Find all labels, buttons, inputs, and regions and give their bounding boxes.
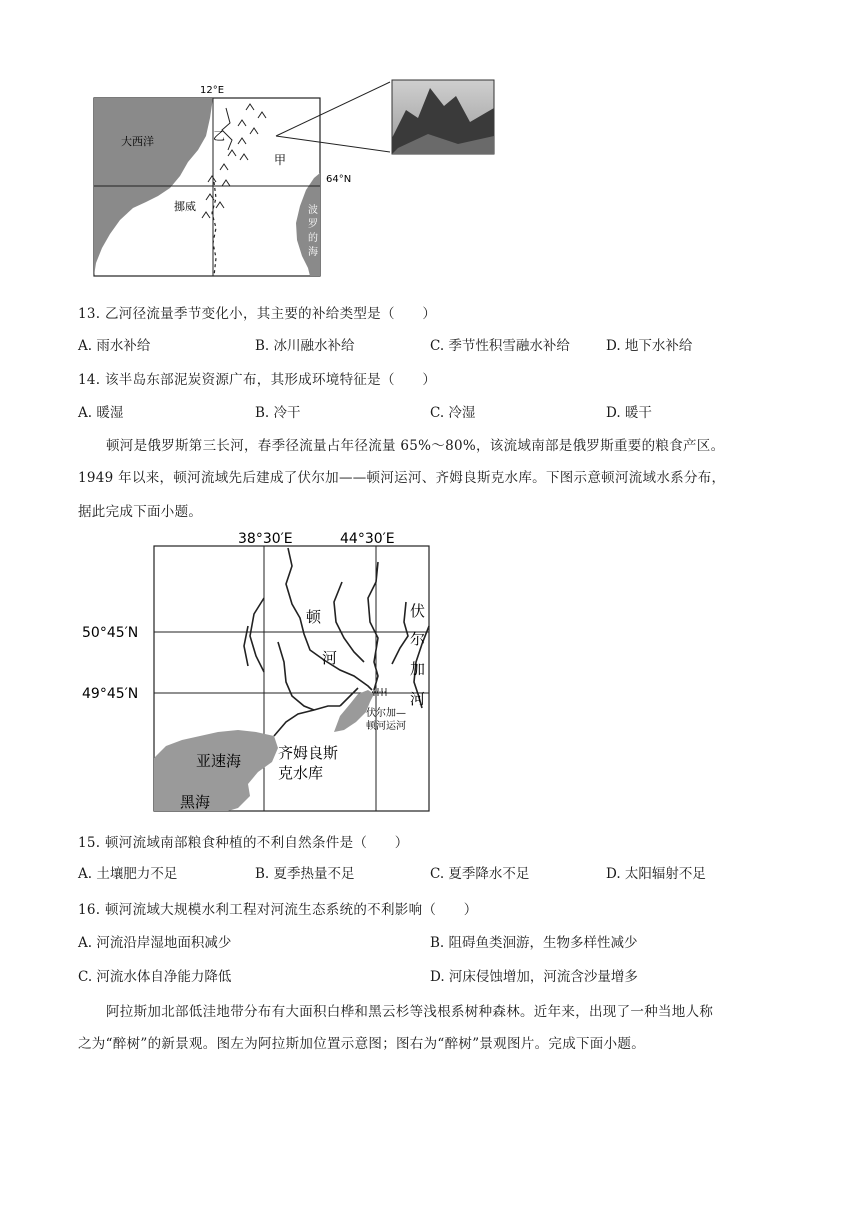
q16-option-a: A. 河流沿岸湿地面积减少 [78,935,232,951]
volga-label-2: 尔 [410,630,426,648]
lon-label-38-30e: 38°30′E [238,531,293,547]
lat-label-50-45n: 50°45′N [82,625,139,641]
q16-option-b: B. 阻碍鱼类洄游，生物多样性减少 [430,935,638,951]
svg-text:的: 的 [308,233,318,244]
q14-option-a: A. 暖湿 [78,405,124,421]
alaska-passage-line-2: 之为“醉树”的新景观。图左为阿拉斯加位置示意图；图右为“醉树”景观图片。完成下面小题。 [78,1036,646,1052]
q16-option-d: D. 河床侵蚀增加，河流含沙量增多 [430,969,638,985]
volga-label-3: 加 [410,660,426,678]
lon-label-44-30e: 44°30′E [340,531,395,547]
norway-label: 挪威 [174,200,196,213]
lat-label-49-45n: 49°45′N [82,686,139,702]
lon-label-12e: 12°E [199,85,225,96]
q13-option-c: C. 季节性积雪融水补给 [430,338,570,354]
q14-option-c: C. 冷湿 [430,405,476,421]
q15-option-b: B. 夏季热量不足 [255,866,355,882]
q15-option-d: D. 太阳辐射不足 [606,866,706,882]
reservoir-label-1: 齐姆良斯 [278,744,339,762]
don-passage-line-2: 1949 年以来，顿河流域先后建成了伏尔加——顿河运河、齐姆良斯克水库。下图示意顿河流域水系分布， [78,470,726,486]
question-15: 15. 顿河流域南部粮食种植的不利自然条件是（ ） [78,835,409,851]
river-yi-label: 乙 [213,129,226,143]
scandinavia-map [88,78,508,280]
atlantic-label: 大西洋 [121,135,154,148]
volga-label-1: 伏 [410,602,426,620]
don-passage-line-1: 顿河是俄罗斯第三长河，春季径流量占年径流量 65%～80%，该流域南部是俄罗斯重要的粮食产区。 [106,438,725,454]
q16-option-c: C. 河流水体自净能力降低 [78,969,232,985]
don-label-1: 顿 [306,608,322,626]
volga-label-4: 河 [410,690,426,708]
question-13: 13. 乙河径流量季节变化小，其主要的补给类型是（ ） [78,306,437,322]
svg-text:罗: 罗 [308,219,318,230]
region-jia-label: 甲 [274,153,287,167]
q14-option-d: D. 暖干 [606,405,652,421]
q14-option-b: B. 冷干 [255,405,301,421]
azov-label: 亚速海 [196,752,242,770]
black-sea-label: 黑海 [180,793,211,811]
reservoir-label-2: 克水库 [278,764,324,782]
don-label-2: 河 [322,649,338,667]
q13-option-b: B. 冰川融水补给 [255,338,355,354]
don-passage-line-3: 据此完成下面小题。 [78,504,203,520]
q13-option-d: D. 地下水补给 [606,338,693,354]
svg-text:波: 波 [308,205,318,216]
question-16: 16. 顿河流域大规模水利工程对河流生态系统的不利影响（ ） [78,902,478,918]
canal-label-2: 顿河运河 [366,721,406,732]
q15-option-c: C. 夏季降水不足 [430,866,530,882]
canal-label-1: 伏尔加— [366,708,406,719]
q13-option-a: A. 雨水补给 [78,338,151,354]
lat-label-64n: 64°N [326,174,352,185]
question-14: 14. 该半岛东部泥炭资源广布，其形成环境特征是（ ） [78,372,437,388]
svg-text:海: 海 [308,247,318,258]
don-basin-map [78,526,438,816]
alaska-passage-line-1: 阿拉斯加北部低洼地带分布有大面积白桦和黑云杉等浅根系树种森林。近年来，出现了一种当地人称 [106,1004,714,1020]
q15-option-a: A. 土壤肥力不足 [78,866,178,882]
